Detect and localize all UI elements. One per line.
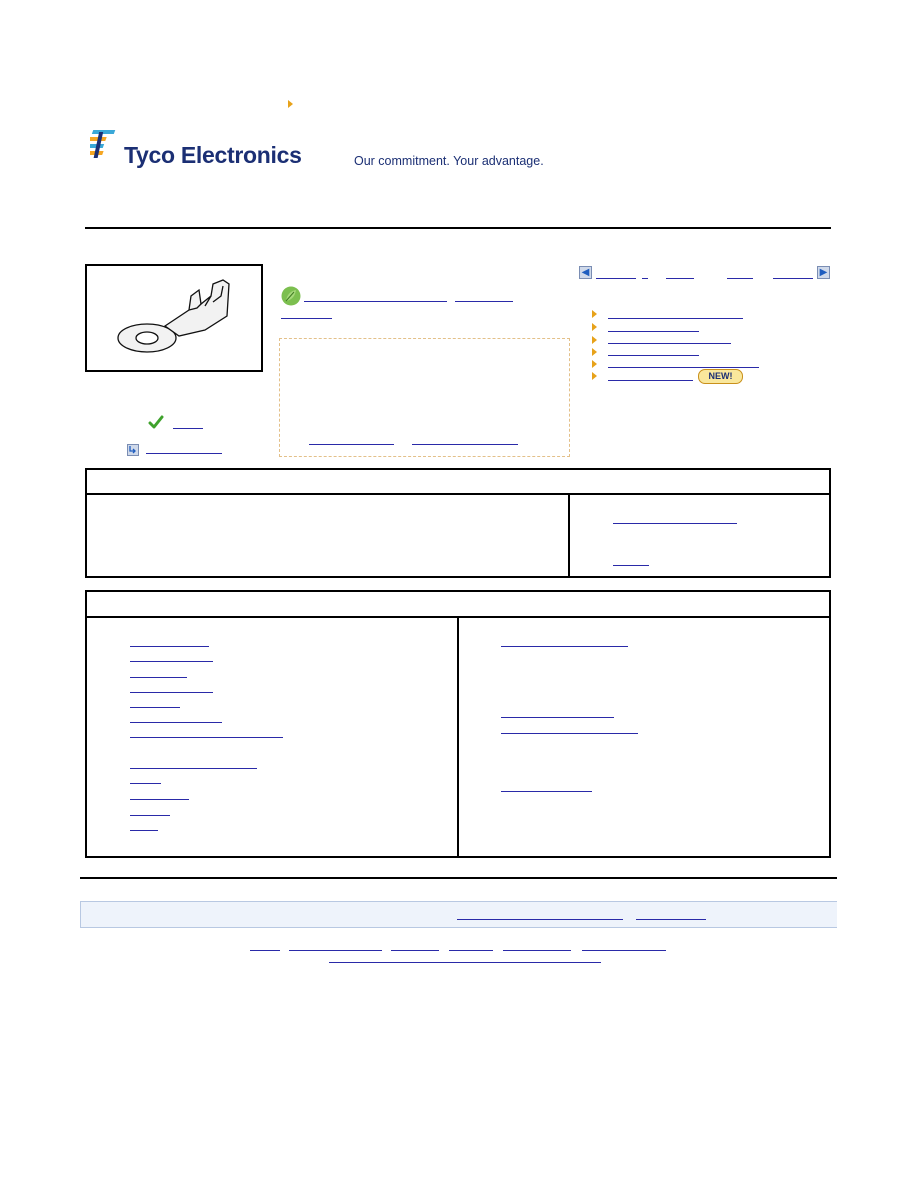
table-1-column-divider xyxy=(568,494,570,576)
info-dashed-box xyxy=(279,338,570,457)
tyco-logo-icon xyxy=(90,128,124,162)
footer-link[interactable] xyxy=(391,950,439,951)
ring-terminal-drawing xyxy=(87,266,261,370)
redirect-link[interactable] xyxy=(146,453,222,454)
nav-link-5[interactable] xyxy=(773,278,813,279)
nav-link-4[interactable] xyxy=(727,278,753,279)
dashed-box-link-1[interactable] xyxy=(309,444,394,445)
footer-link[interactable] xyxy=(329,962,601,963)
dashed-box-link-2[interactable] xyxy=(412,444,518,445)
side-link-3[interactable] xyxy=(608,343,731,344)
footer-link[interactable] xyxy=(449,950,493,951)
right-col-link[interactable] xyxy=(501,733,638,734)
left-col-link[interactable] xyxy=(130,646,209,647)
check-link[interactable] xyxy=(173,428,203,429)
nav-link-1[interactable] xyxy=(596,278,636,279)
rohs-link-2[interactable] xyxy=(455,301,513,302)
redirect-icon xyxy=(127,444,139,456)
side-link-4[interactable] xyxy=(608,355,699,356)
new-badge: NEW! xyxy=(698,369,743,384)
header-divider xyxy=(85,227,831,229)
check-icon xyxy=(148,414,164,430)
left-col-link[interactable] xyxy=(130,815,170,816)
left-col-link[interactable] xyxy=(130,692,213,693)
next-arrow-icon[interactable]: ▶ xyxy=(817,266,830,279)
bullet-icon xyxy=(592,372,597,380)
table-1-link-2[interactable] xyxy=(613,565,649,566)
footer-link[interactable] xyxy=(582,950,666,951)
table-2-column-divider xyxy=(457,617,459,856)
bullet-icon xyxy=(592,360,597,368)
prev-arrow-icon[interactable]: ◀ xyxy=(579,266,592,279)
left-col-link[interactable] xyxy=(130,830,158,831)
side-link-1[interactable] xyxy=(608,318,743,319)
left-col-link[interactable] xyxy=(130,737,283,738)
bullet-icon xyxy=(592,323,597,331)
footer-band-link-1[interactable] xyxy=(457,919,623,920)
leaf-icon xyxy=(281,286,301,306)
left-col-link[interactable] xyxy=(130,707,180,708)
bullet-icon xyxy=(592,336,597,344)
left-col-link[interactable] xyxy=(130,677,187,678)
company-name: Tyco Electronics xyxy=(124,142,302,168)
logo[interactable] xyxy=(90,128,340,172)
left-col-link[interactable] xyxy=(130,661,213,662)
rohs-link-3[interactable] xyxy=(281,318,332,319)
table-1-link-1[interactable] xyxy=(613,523,737,524)
right-col-link[interactable] xyxy=(501,791,592,792)
footer-link[interactable] xyxy=(289,950,382,951)
table-1-header-divider xyxy=(85,493,831,495)
bullet-icon xyxy=(592,310,597,318)
footer-link[interactable] xyxy=(503,950,571,951)
right-col-link[interactable] xyxy=(501,646,628,647)
right-col-link[interactable] xyxy=(501,717,614,718)
footer-info-band xyxy=(80,901,837,928)
left-col-link[interactable] xyxy=(130,722,222,723)
side-link-6[interactable] xyxy=(608,380,693,381)
left-col-link[interactable] xyxy=(130,768,257,769)
nav-link-3[interactable] xyxy=(666,278,694,279)
bullet-icon xyxy=(592,348,597,356)
left-col-link[interactable] xyxy=(130,799,189,800)
top-bullet-icon xyxy=(288,100,293,108)
left-col-link[interactable] xyxy=(130,783,161,784)
footer-divider xyxy=(80,877,837,879)
side-link-2[interactable] xyxy=(608,331,699,332)
side-link-5[interactable] xyxy=(608,367,759,368)
tagline: Our commitment. Your advantage. xyxy=(354,154,544,168)
footer-link[interactable] xyxy=(250,950,280,951)
nav-link-2[interactable] xyxy=(642,278,648,279)
product-image xyxy=(85,264,263,372)
rohs-link[interactable] xyxy=(304,301,447,302)
footer-band-link-2[interactable] xyxy=(636,919,706,920)
